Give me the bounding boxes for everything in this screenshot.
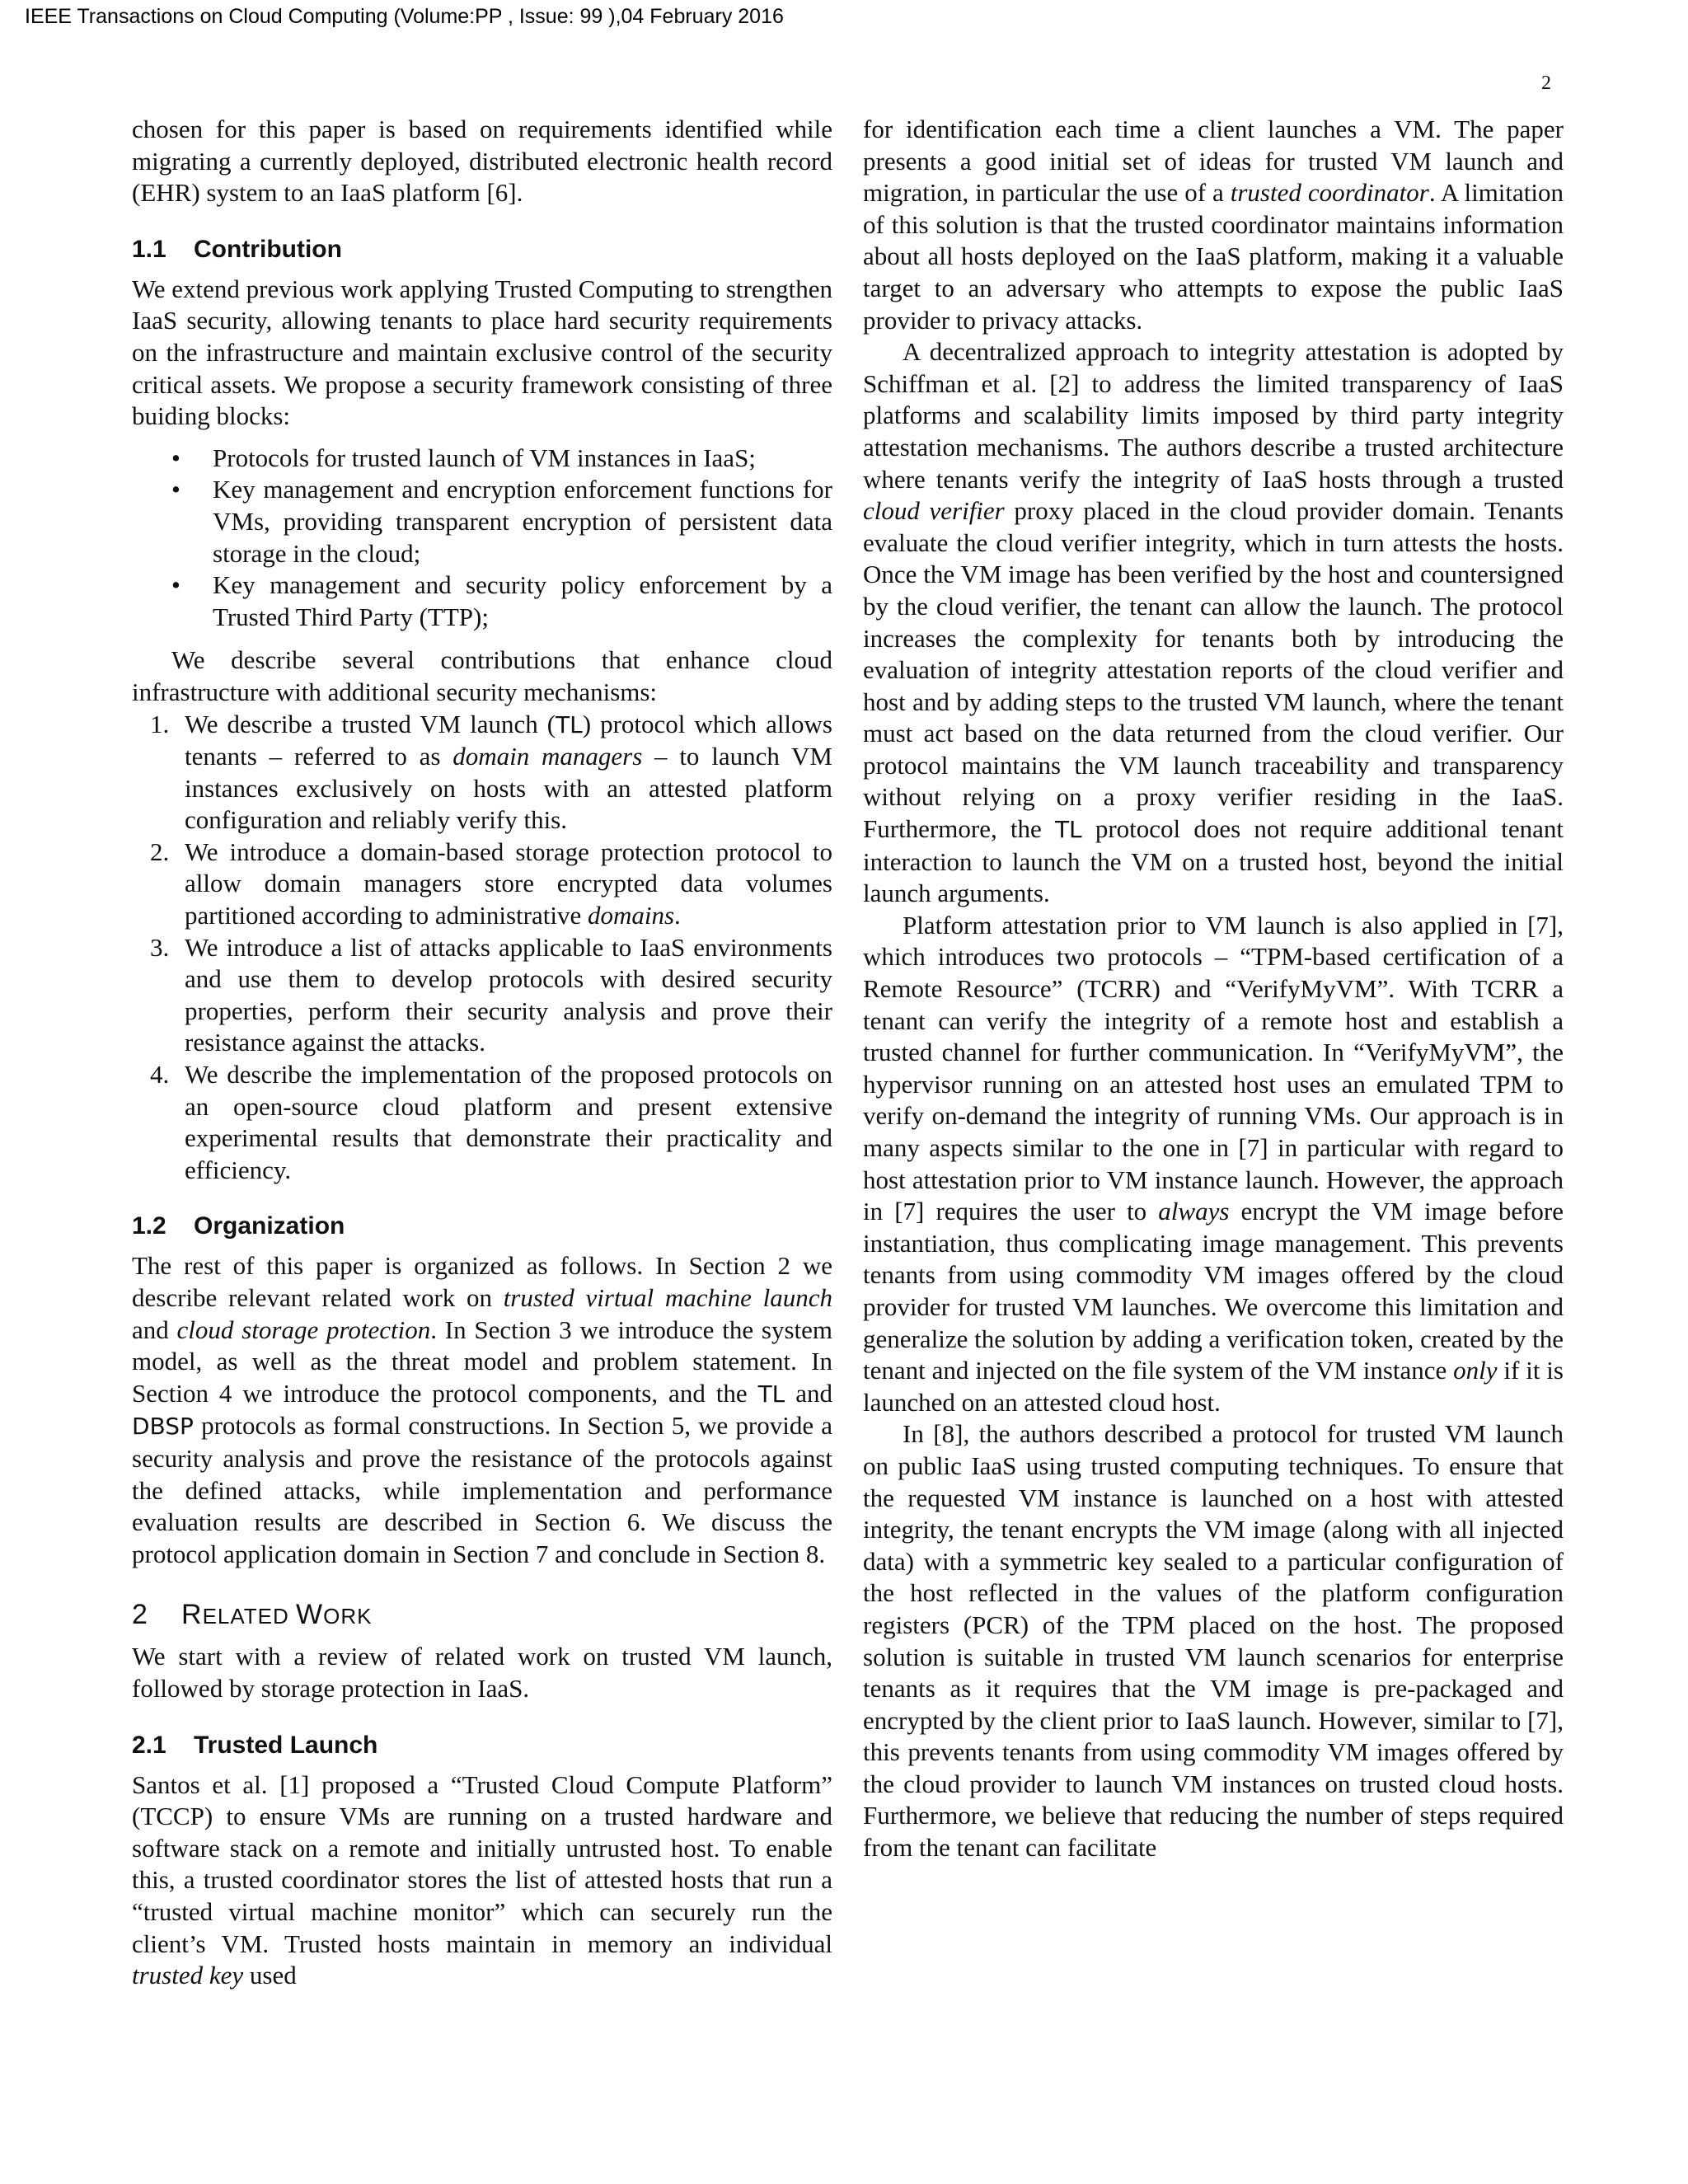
- text-run: proxy placed in the cloud provider domain. Tenants evaluate the cloud verifier integrity, which in turn attests the hosts. Once the VM image has been verified by the host and countersigned by the cloud verifier, the tenant can allow the launch. The protocol increases the complexity for tenants both by introducing the evaluation of integrity attestation reports of the cloud verifier and host and by adding steps to the trusted VM launch, where the tenant must act based on the data returned from the cloud verifier. Our protocol maintains the VM launch traceability and transparency without relying on a proxy verifier residing in the IaaS. Furthermore, the: [863, 496, 1564, 844]
- text-run: if it is launched on an attested cloud host.: [863, 1356, 1564, 1417]
- protocol-name-tl: TL: [556, 710, 583, 738]
- section-number: 1.2: [132, 1212, 166, 1240]
- paragraph-ref8: In [8], the authors described a protocol for trusted VM launch on public IaaS using trusted computing techniques. To ensure that the requested VM instance is launched on a host with attested integrity, the tenant encrypts the VM image (along with all injected data) with a symmetric key sealed to a particular configuration of the host reflected in the values of the platform configuration registers (PCR) of the TPM placed on the host. The proposed solution is suitable in trusted VM launch scenarios for enterprise tenants as it requires that the VM image is pre-packaged and encrypted by the client prior to IaaS launch. However, similar to [7], this prevents tenants from using commodity VM images offered by the cloud provider to launch VM instances on trusted cloud hosts. Furthermore, we believe that reducing the number of steps required from the tenant can facilitate: [863, 1419, 1564, 1863]
- list-item: • Key management and encryption enforcement functions for VMs, providing transparent encryption of persistent data storage in the cloud;: [132, 474, 832, 569]
- section-title: Trusted Launch: [194, 1731, 378, 1759]
- text-run: and: [132, 1315, 177, 1344]
- list-item: [132, 709, 832, 837]
- text-run: Santos et al. [1] proposed a “Trusted Cloud Compute Platform” (TCCP) to ensure VMs are running on a trusted hardware and software stack on a remote and initially untrusted host. To enable this, a trusted coordinator stores the list of attested hosts that run a “trusted virtual machine monitor” which can securely run the client’s VM. Trusted hosts maintain in memory an individual: [132, 1769, 832, 1958]
- text-run: A decentralized approach to integrity attestation is adopted by Schiffman et al. [2] to address the limited transparency of IaaS platforms and scalability limits imposed by third party integrity attestation mechanisms. The authors describe a trusted architecture where tenants verify the integrity of IaaS hosts through a trusted: [863, 337, 1564, 494]
- right-column: [863, 114, 1564, 1864]
- text-run: protocols as formal constructions. In Section 5, we provide a security analysis and prove the resistance of the protocols against the defined attacks, while implementation and performance evaluation results are described in Section 6. We discuss the protocol application domain in Section 7 and conclude in Section 8.: [132, 1411, 832, 1568]
- title-letter: W: [296, 1599, 324, 1631]
- text-run: and: [785, 1378, 832, 1408]
- section-title: Contribution: [194, 235, 342, 263]
- emphasis: trusted key: [132, 1961, 244, 1990]
- title-smallcaps: ELATED: [202, 1604, 296, 1629]
- contributions-list: [132, 709, 832, 1187]
- list-item: [132, 932, 832, 1059]
- emphasis: only: [1453, 1356, 1498, 1385]
- section-heading-contribution: [132, 234, 832, 265]
- section-number: 2.1: [132, 1731, 166, 1759]
- text-run: ) protocol which allows tenants – referred to as: [185, 709, 832, 771]
- section-title: Organization: [194, 1212, 345, 1240]
- emphasis: always: [1158, 1197, 1230, 1226]
- text-run: protocol does not require additional tenant interaction to launch the VM on a trusted host, beyond the initial launch arguments.: [863, 814, 1564, 908]
- text-run: . In Section 3 we introduce the system model, as well as the threat model and problem statement. In Section 4 we introduce the protocol components, and the: [132, 1315, 832, 1408]
- emphasis: domains: [587, 901, 675, 930]
- emphasis: trusted virtual machine launch: [503, 1283, 832, 1312]
- title-smallcaps: ORK: [323, 1604, 373, 1629]
- paragraph-santos: [132, 1769, 832, 1992]
- protocol-name-dbsp: DBSP: [132, 1413, 194, 1441]
- text-run: . A limitation of this solution is that the trusted coordinator maintains information about all hosts deployed on the IaaS platform, making it a valuable target to an adversary who attempts to expose the public IaaS provider to privacy attacks.: [863, 178, 1564, 335]
- paragraph-schiffman: [863, 336, 1564, 910]
- left-column: [132, 114, 832, 1992]
- paragraph-related-work-intro: We start with a review of related work on trusted VM launch, followed by storage protection in IaaS.: [132, 1642, 832, 1703]
- emphasis: cloud verifier: [863, 496, 1005, 526]
- paragraph-contribution: We extend previous work applying Trusted Computing to strengthen IaaS security, allowing tenants to place hard security requirements on the infrastructure and maintain exclusive control of the security critical assets. We propose a security framework consisting of three buiding blocks:: [132, 274, 832, 431]
- text-run: The rest of this paper is organized as follows. In Section 2 we describe relevant related work on: [132, 1251, 832, 1312]
- section-number: 2: [132, 1599, 148, 1631]
- list-number: 1.: [150, 709, 170, 738]
- text-run: We describe the implementation of the proposed protocols on an open-source cloud platform and present extensive experimental results that demonstrate their practicality and efficiency.: [185, 1060, 832, 1184]
- paragraph-contributions-intro: We describe several contributions that enhance cloud infrastructure with additional security mechanisms:: [132, 645, 832, 706]
- section-number: 1.1: [132, 235, 166, 263]
- protocol-name-tl: TL: [1054, 816, 1082, 844]
- building-blocks-list: [132, 443, 832, 634]
- text-run: We describe a trusted VM launch (: [185, 709, 556, 738]
- paragraph-platform-attestation: [863, 910, 1564, 1419]
- text-run: used: [243, 1961, 297, 1990]
- list-number: 2.: [150, 837, 170, 866]
- protocol-name-tl: TL: [757, 1380, 785, 1408]
- text-run: We introduce a domain-based storage protection protocol to allow domain managers store encrypted data volumes partitioned according to administrative: [185, 837, 832, 930]
- list-item: • Protocols for trusted launch of VM instances in IaaS;: [132, 443, 832, 475]
- list-item: • Key management and security policy enforcement by a Trusted Third Party (TTP);: [132, 569, 832, 633]
- list-item: [132, 1059, 832, 1186]
- text-run: for identification each time a client launches a VM. The paper presents a good initial set of ideas for trusted VM launch and migration, in particular the use of a: [863, 115, 1564, 208]
- paragraph-intro-continued: chosen for this paper is based on requirements identified while migrating a currently deployed, distributed electronic health record (EHR) system to an IaaS platform [6].: [132, 115, 832, 208]
- section-heading-trusted-launch: [132, 1730, 832, 1761]
- text-run: We introduce a list of attacks applicable to IaaS environments and use them to develop protocols with desired security properties, perform their security analysis and prove their resistance against the attacks.: [185, 932, 832, 1057]
- page-number: 2: [1541, 73, 1551, 94]
- title-letter: R: [181, 1599, 203, 1631]
- emphasis: cloud storage protection: [176, 1315, 431, 1344]
- list-number: 4.: [150, 1060, 170, 1090]
- paragraph-tccp-continued: [863, 114, 1564, 336]
- emphasis: trusted coordinator: [1230, 178, 1429, 208]
- list-number: 3.: [150, 932, 170, 962]
- emphasis: domain managers: [452, 742, 643, 771]
- section-heading-related-work: [132, 1598, 832, 1633]
- text-run: encrypt the VM image before instantiation, thus complicating image management. This prevents tenants from using commodity VM images offered by the cloud provider for trusted VM launches. We overcome this limitation and generalize the solution by adding a verification token, created by the tenant and injected on the file system of the VM instance: [863, 1197, 1564, 1385]
- text-run: Platform attestation prior to VM launch is also applied in [7], which introduces two protocols – “TPM-based certification of a Remote Resource” (TCRR) and “VerifyMyVM”. With TCRR a tenant can verify the integrity of a remote host and establish a trusted channel for further communication. In “VerifyMyVM”, the hypervisor running on an attested host uses an emulated TPM to verify on-demand the integrity of running VMs. Our approach is in many aspects similar to the one in [7] in particular with regard to host attestation prior to VM instance launch. However, the approach in [7] requires the user to: [863, 910, 1564, 1226]
- text-run: – to launch VM instances exclusively on hosts with an attested platform configuration and reliably verify this.: [185, 742, 833, 835]
- text-run: .: [674, 901, 681, 930]
- journal-header: IEEE Transactions on Cloud Computing (Volume:PP , Issue: 99 ),04 February 2016: [25, 5, 784, 28]
- section-heading-organization: [132, 1211, 832, 1242]
- list-item: [132, 837, 832, 932]
- paragraph-organization: [132, 1250, 832, 1570]
